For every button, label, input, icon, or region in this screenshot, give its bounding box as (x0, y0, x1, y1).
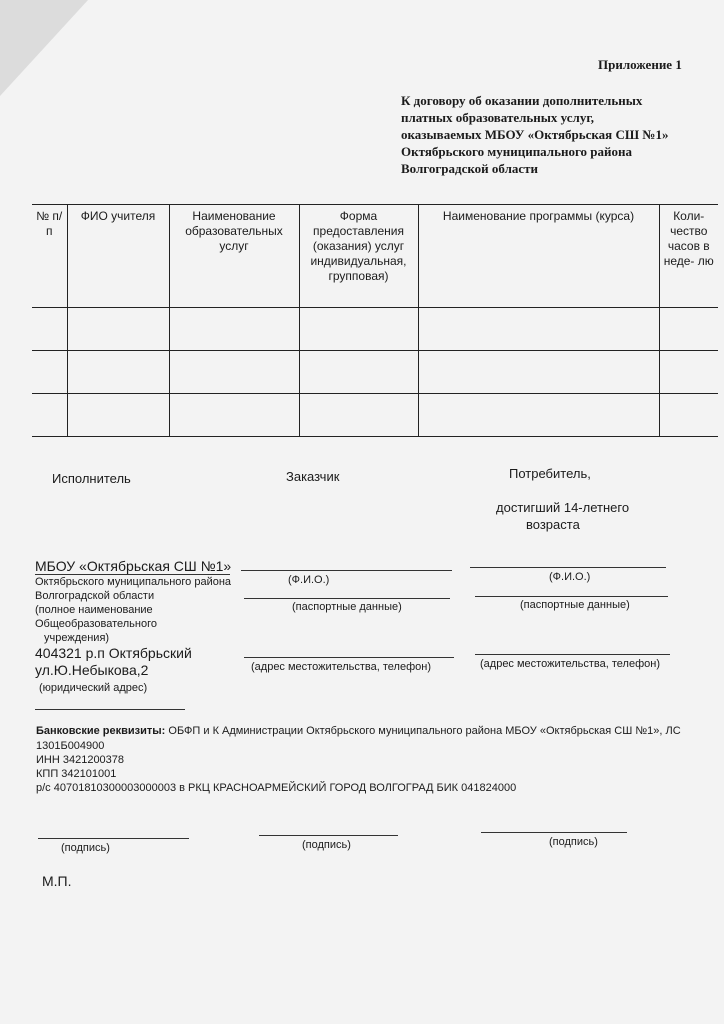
table-row (32, 394, 718, 437)
executor-address-label: (юридический адрес) (39, 682, 148, 694)
page-fold-corner (0, 0, 88, 96)
signature-caption: (подпись) (549, 836, 598, 848)
signature-caption: (подпись) (302, 839, 351, 851)
col-service-form: Форма предоставления (оказания) услуг индивидуальная, групповая) (299, 205, 418, 308)
executor-district: Октябрьского муниципального района (35, 576, 232, 588)
consumer-passport-line[interactable] (475, 596, 668, 597)
bank-account: р/с 40701810300003000003 в РКЦ КРАСНОАРМЕЙСКИЙ ГОРОД ВОЛГОГРАД БИК 041824000 (36, 782, 517, 794)
executor-note: Общеобразовательного (35, 618, 157, 630)
col-number: № п/п (32, 205, 67, 308)
table-header-row (32, 205, 718, 308)
customer-fio-line[interactable] (241, 570, 452, 571)
executor-signature-line (35, 709, 185, 710)
customer-fio-caption: (Ф.И.О.) (288, 574, 330, 586)
table-cell[interactable] (32, 308, 67, 351)
customer-address-caption: (адрес местожительства, телефон) (251, 661, 431, 673)
executor-label: Исполнитель (52, 471, 131, 486)
bank-kpp: КПП 342101001 (36, 768, 117, 780)
table-cell[interactable] (659, 308, 718, 351)
table-cell[interactable] (659, 351, 718, 394)
table-row (32, 308, 718, 351)
table-cell[interactable] (299, 308, 418, 351)
executor-name: МБОУ «Октябрьская СШ №1» (35, 558, 232, 574)
customer-passport-line[interactable] (244, 598, 450, 599)
table-cell[interactable] (659, 394, 718, 437)
executor-address: ул.Ю.Небыкова,2 (35, 662, 149, 678)
table-cell[interactable] (32, 394, 67, 437)
table-cell[interactable] (169, 308, 299, 351)
consumer-fio-caption: (Ф.И.О.) (549, 571, 591, 583)
table-cell[interactable] (32, 351, 67, 394)
table-cell[interactable] (67, 308, 169, 351)
table-cell[interactable] (418, 351, 659, 394)
services-table (32, 204, 718, 437)
bank-inn: ИНН 3421200378 (36, 754, 125, 766)
executor-note: учреждения) (44, 632, 110, 644)
bank-details-text: ОБФП и К Администрации Октябрьского муниципального района МБОУ «Октябрьская СШ №1», ЛС (168, 725, 681, 737)
table-cell[interactable] (299, 394, 418, 437)
bank-ls: 1301Б004900 (36, 740, 105, 752)
executor-note: (полное наименование (35, 604, 153, 616)
contract-heading (401, 92, 668, 177)
table-row (32, 351, 718, 394)
consumer-age-label: возраста (526, 517, 580, 532)
col-teacher-name: ФИО учителя (67, 205, 169, 308)
bank-details (36, 725, 681, 737)
table-cell[interactable] (67, 394, 169, 437)
signature-line-consumer[interactable] (481, 832, 627, 833)
table-cell[interactable] (169, 351, 299, 394)
col-program-name: Наименование программы (курса) (418, 205, 659, 308)
consumer-fio-line[interactable] (470, 567, 666, 568)
bank-details-label: Банковские реквизиты: (36, 725, 166, 737)
customer-passport-caption: (паспортные данные) (292, 601, 402, 613)
table-cell[interactable] (67, 351, 169, 394)
consumer-address-caption: (адрес местожительства, телефон) (480, 658, 660, 670)
contract-heading-line: платных образовательных услуг, (401, 110, 595, 125)
executor-name-underline (35, 574, 230, 575)
signature-line-customer[interactable] (259, 835, 398, 836)
consumer-label: Потребитель, (509, 466, 591, 481)
signature-line-executor[interactable] (38, 838, 189, 839)
appendix-title: Приложение 1 (598, 57, 682, 72)
table-cell[interactable] (299, 351, 418, 394)
contract-heading-line: К договору об оказании дополнительных (401, 93, 643, 108)
contract-heading-line: Октябрьского муниципального района (401, 144, 632, 159)
contract-heading-line: оказываемых МБОУ «Октябрьская СШ №1» (401, 127, 669, 142)
consumer-address-line[interactable] (475, 654, 670, 655)
signature-caption: (подпись) (61, 842, 110, 854)
consumer-passport-caption: (паспортные данные) (520, 599, 630, 611)
table-cell[interactable] (418, 308, 659, 351)
contract-heading-line: Волгоградской области (401, 161, 539, 176)
executor-region: Волгоградской области (35, 590, 155, 602)
col-service-name: Наименование образовательных услуг (169, 205, 299, 308)
services-table-wrap (32, 204, 718, 437)
table-cell[interactable] (418, 394, 659, 437)
stamp-place: М.П. (42, 873, 72, 889)
customer-label: Заказчик (286, 469, 340, 484)
executor-address: 404321 р.п Октябрьский (35, 645, 192, 661)
col-hours-per-week: Коли- чество часов в неде- лю (659, 205, 718, 308)
customer-address-line[interactable] (244, 657, 454, 658)
table-cell[interactable] (169, 394, 299, 437)
consumer-age-label: достигший 14-летнего (496, 500, 630, 515)
